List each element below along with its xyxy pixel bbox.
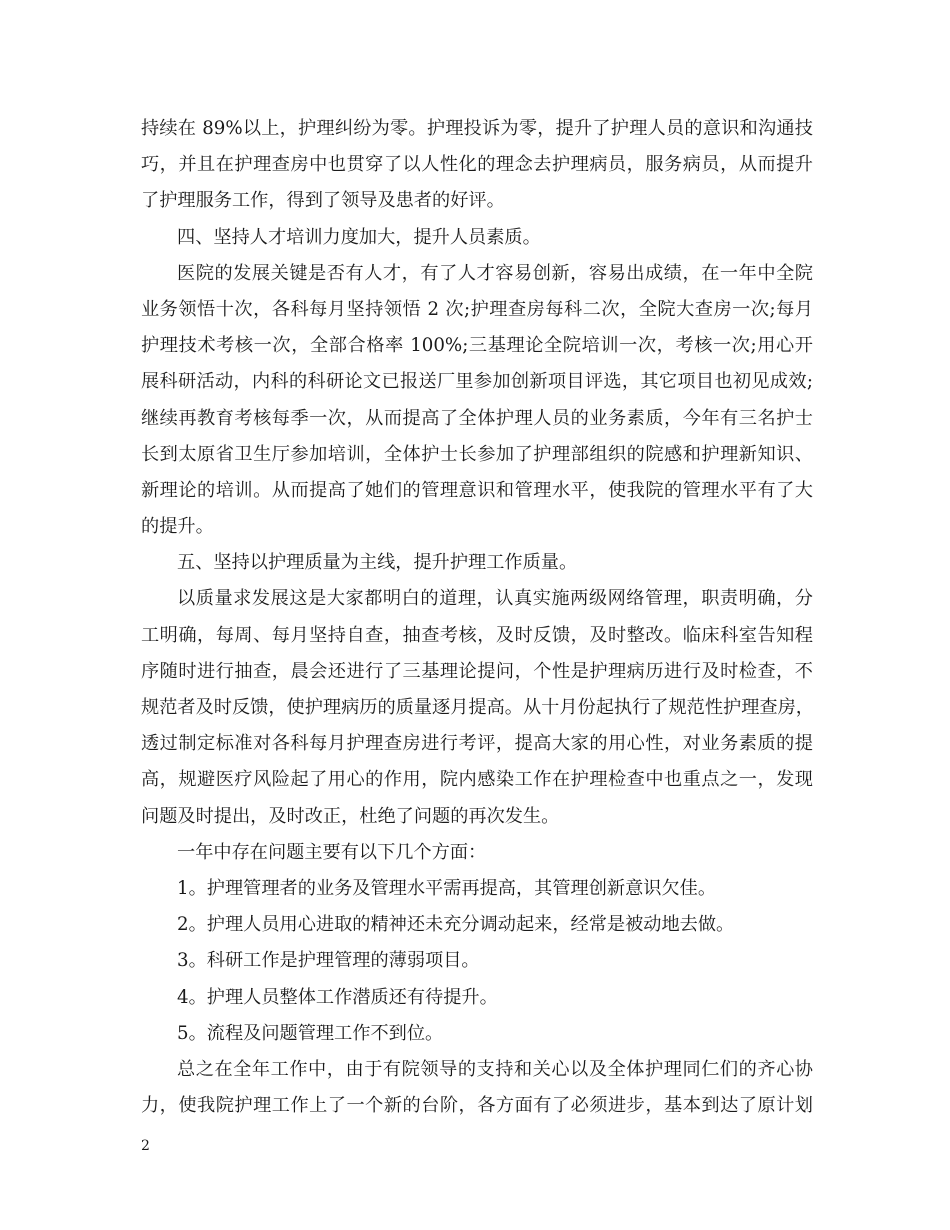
page-number: 2 (141, 1138, 150, 1154)
text-line: 规范者及时反馈，使护理病历的质量逐月提高。从十月份起执行了规范性护理查房， (141, 697, 814, 718)
text-line: 持续在 89%以上，护理纠纷为零。护理投诉为零，提升了护理人员的意识和沟通技 (141, 118, 813, 139)
document-body (141, 111, 813, 1124)
text-line: 高，规避医疗风险起了用心的作用，院内感染工作在护理检查中也重点之一，发现 (141, 769, 813, 791)
text-line: 5。流程及问题管理工作不到位。 (177, 1022, 444, 1044)
text-line: 新理论的培训。从而提高了她们的管理意识和管理水平，使我院的管理水平有了大 (141, 479, 813, 501)
text-line: 1。护理管理者的业务及管理水平需再提高，其管理创新意识欠佳。 (177, 877, 717, 899)
paragraph-item-3 (141, 943, 813, 979)
paragraph-item-5 (141, 1016, 813, 1052)
text-line: 的提升。 (141, 516, 214, 538)
text-line: 一年中存在问题主要有以下几个方面： (177, 841, 487, 863)
text-line: 五、坚持以护理质量为主线，提升护理工作质量。 (177, 552, 578, 574)
text-line: 总之在全年工作中，由于有院领导的支持和关心以及全体护理同仁们的齐心协 (177, 1058, 813, 1080)
paragraph-p-summary (141, 1052, 813, 1124)
text-line: 以质量求发展这是大家都明白的道理，认真实施两级网络管理，职责明确，分 (177, 588, 813, 610)
paragraph-p-training (141, 256, 813, 546)
text-line: 透过制定标准对各科每月护理查房进行考评，提高大家的用心性，对业务素质的提 (141, 733, 813, 755)
text-line: 序随时进行抽查，晨会还进行了三基理论提问，个性是护理病历进行及时检查，不 (141, 660, 813, 682)
paragraph-item-1 (141, 871, 813, 907)
text-line: 业务领悟十次，各科每月坚持领悟 2 次;护理查房每科二次，全院大查房一次;每月 (141, 298, 813, 320)
paragraph-heading-5 (141, 545, 813, 581)
text-line: 3。科研工作是护理管理的薄弱项目。 (177, 950, 480, 972)
paragraph-p-rates (141, 111, 813, 220)
text-line: 巧，并且在护理查房中也贯穿了以人性化的理念去护理病员，服务病员，从而提升 (141, 154, 813, 176)
text-line: 护理技术考核一次，全部合格率 100%;三基理论全院培训一次，考核一次;用心开 (141, 335, 813, 357)
paragraph-p-quality (141, 581, 813, 834)
text-line: 继续再教育考核每季一次，从而提高了全体护理人员的业务素质，今年有三名护士 (141, 407, 813, 429)
text-line: 问题及时提出，及时改正，杜绝了问题的再次发生。 (141, 805, 560, 827)
paragraph-item-2 (141, 907, 813, 943)
paragraph-item-4 (141, 980, 813, 1016)
paragraph-heading-4 (141, 220, 813, 256)
text-line: 四、坚持人才培训力度加大，提升人员素质。 (177, 226, 541, 248)
text-line: 工明确，每周、每月坚持自查，抽查考核，及时反馈，及时整改。临床科室告知程 (141, 624, 813, 646)
text-line: 2。护理人员用心进取的精神还未充分调动起来，经常是被动地去做。 (177, 914, 735, 936)
text-line: 4。护理人员整体工作潜质还有待提升。 (177, 986, 498, 1008)
text-line: 展科研活动，内科的科研论文已报送厂里参加创新项目评选，其它项目也初见成效; (141, 371, 813, 393)
text-line: 长到太原省卫生厅参加培训，全体护士长参加了护理部组织的院感和护理新知识、 (141, 443, 813, 465)
text-line: 了护理服务工作，得到了领导及患者的好评。 (141, 190, 505, 212)
text-line: 医院的发展关键是否有人才，有了人才容易创新，容易出成绩，在一年中全院 (177, 262, 813, 284)
paragraph-p-problems-intro (141, 835, 813, 871)
text-line: 力，使我院护理工作上了一个新的台阶，各方面有了必须进步，基本到达了原计划 (141, 1095, 813, 1117)
